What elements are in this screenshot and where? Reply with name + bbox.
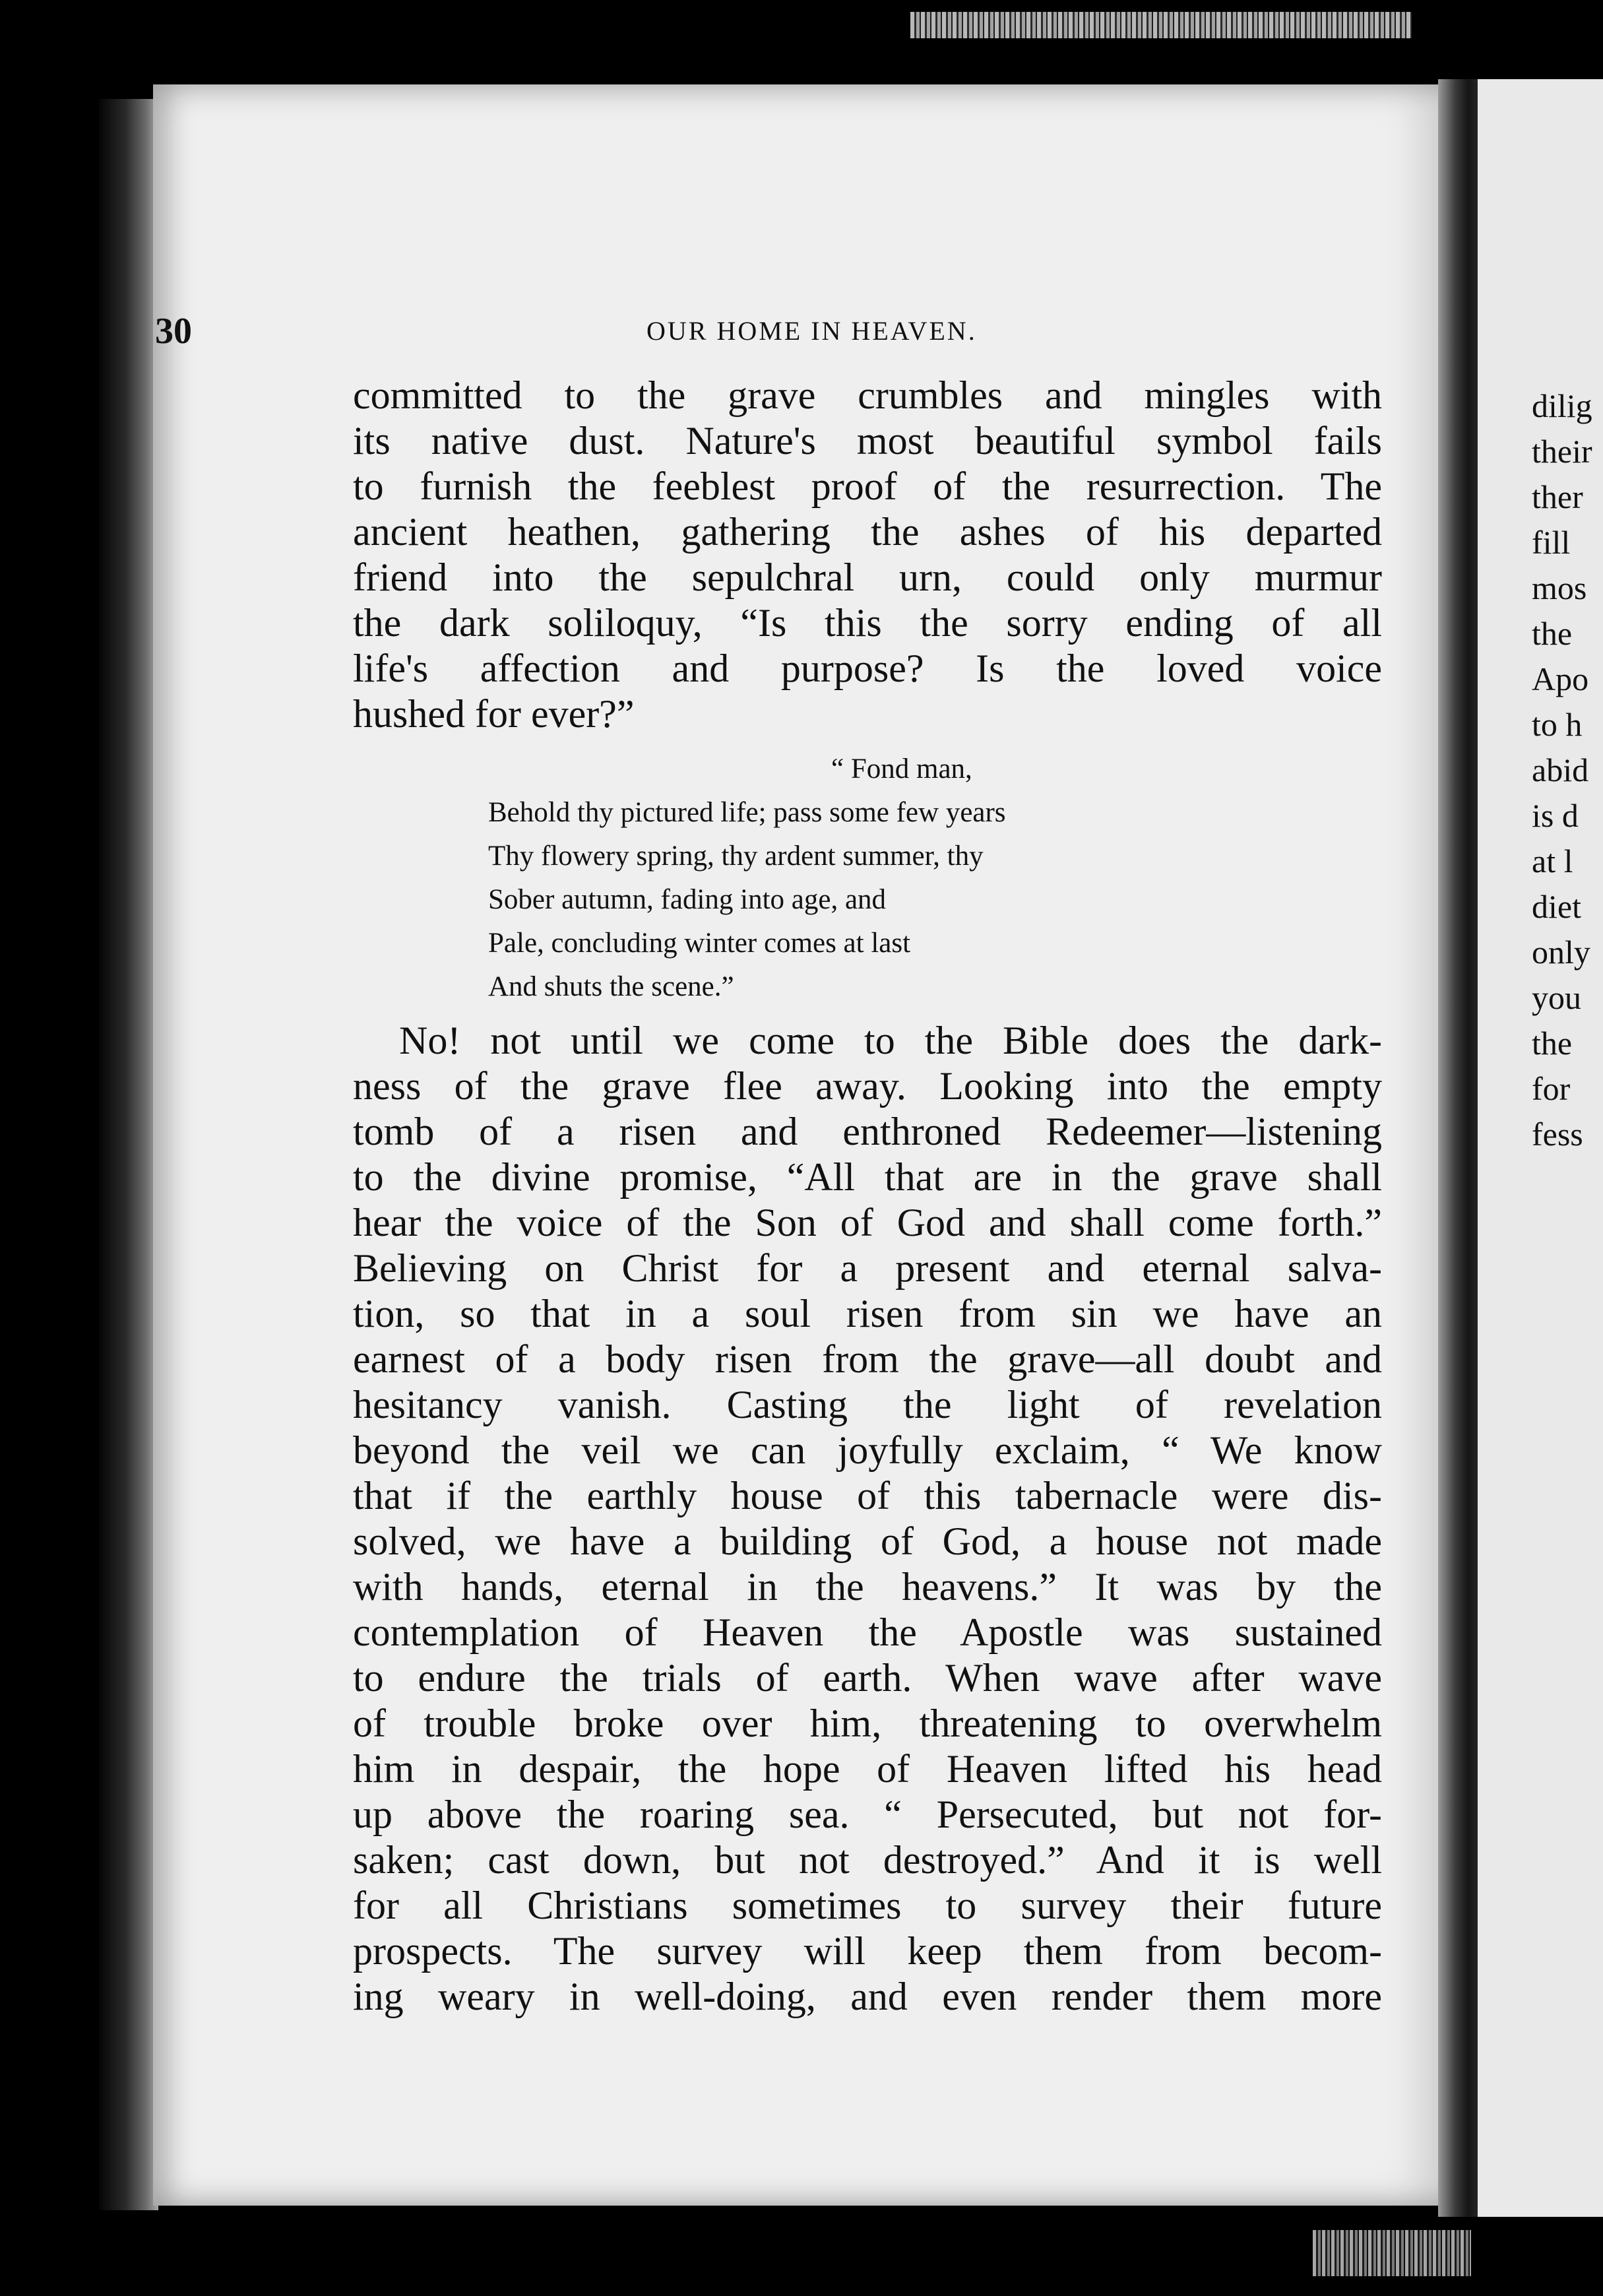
text-line: with hands, eternal in the heavens.” It was by the — [353, 1565, 1382, 1609]
text-line: to furnish the feeblest proof of the resurrection. The — [353, 464, 1382, 508]
text-line: friend into the sepulchral urn, could only murmur — [353, 556, 1382, 599]
poem-line: And shuts the scene.” — [488, 971, 734, 1002]
facing-page-text-fragment: is d — [1532, 797, 1579, 834]
facing-page-text-fragment: fill — [1532, 524, 1571, 561]
page-number: 30 — [155, 311, 192, 352]
facing-page-fragment — [1478, 79, 1603, 2217]
facing-page-text-fragment: to h — [1532, 706, 1583, 743]
facing-page-text-fragment: abid — [1532, 751, 1589, 788]
poem-line: Thy flowery spring, thy ardent summer, thy — [488, 841, 984, 872]
facing-page-text-fragment: at l — [1532, 843, 1573, 879]
text-line: life's affection and purpose? Is the loved voice — [353, 647, 1382, 690]
poem-quote — [353, 748, 1382, 1009]
text-line: to endure the trials of earth. When wave after wave — [353, 1656, 1382, 1700]
text-line: tion, so that in a soul risen from sin we have an — [353, 1292, 1382, 1335]
facing-page-text-fragment: diet — [1532, 888, 1581, 925]
facing-page-text-fragment: Apo — [1532, 660, 1589, 697]
scan-edge-top — [910, 12, 1412, 38]
running-title: OUR HOME IN HEAVEN. — [646, 316, 977, 346]
book-left-edge — [99, 99, 158, 2210]
facing-page-text-fragment: you — [1532, 979, 1581, 1016]
text-line: to the divine promise, “All that are in the grave shall — [353, 1155, 1382, 1199]
text-line: earnest of a body risen from the grave—all doubt and — [353, 1337, 1382, 1381]
text-line: the dark soliloquy, “Is this the sorry ending of all — [353, 601, 1382, 645]
facing-page-text-fragment: the — [1532, 1025, 1573, 1062]
text-line: him in despair, the hope of Heaven lifted his head — [353, 1747, 1382, 1791]
facing-page-text-fragment: fess — [1532, 1116, 1583, 1153]
facing-page-text-fragment: the — [1532, 615, 1573, 652]
facing-page-text-fragment: only — [1532, 934, 1590, 971]
text-line: solved, we have a building of God, a house not made — [353, 1519, 1382, 1563]
text-line: saken; cast down, but not destroyed.” And it is well — [353, 1838, 1382, 1882]
text-line: of trouble broke over him, threatening to overwhelm — [353, 1702, 1382, 1745]
body-text — [353, 373, 1382, 2020]
text-line: contemplation of Heaven the Apostle was sustained — [353, 1610, 1382, 1654]
book-gutter — [1438, 79, 1481, 2217]
text-line: prospects. The survey will keep them from becom- — [353, 1929, 1382, 1973]
text-line: beyond the veil we can joyfully exclaim, “ We know — [353, 1428, 1382, 1472]
scan-edge-bottom — [1313, 2230, 1471, 2276]
poem-line: Behold thy pictured life; pass some few years — [488, 797, 1006, 828]
paragraph-2 — [353, 1018, 1382, 2020]
facing-page-text-fragment: dilig — [1532, 387, 1592, 424]
text-line: its native dust. Nature's most beautiful symbol fails — [353, 419, 1382, 462]
text-line: ness of the grave flee away. Looking into the empty — [353, 1064, 1382, 1108]
text-line: hushed for ever?” — [353, 692, 635, 736]
text-line: hear the voice of the Son of God and shall come forth.” — [353, 1201, 1382, 1244]
text-line: hesitancy vanish. Casting the light of revelation — [353, 1383, 1382, 1426]
facing-page-text-fragment: mos — [1532, 569, 1587, 606]
text-line: up above the roaring sea. “ Persecuted, but not for- — [353, 1793, 1382, 1836]
text-line: for all Christians sometimes to survey their future — [353, 1884, 1382, 1927]
poem-line: Pale, concluding winter comes at last — [488, 928, 911, 959]
text-line: tomb of a risen and enthroned Redeemer—listening — [353, 1110, 1382, 1153]
facing-page-text-fragment: ther — [1532, 478, 1583, 515]
text-line: Believing on Christ for a present and eternal salva- — [353, 1246, 1382, 1290]
facing-page-text-fragment: their — [1532, 433, 1592, 470]
poem-line: Sober autumn, fading into age, and — [488, 884, 887, 915]
text-line: ancient heathen, gathering the ashes of his departed — [353, 510, 1382, 554]
paragraph-1 — [353, 373, 1382, 737]
poem-line: “ Fond man, — [831, 753, 972, 784]
text-line: ing weary in well-doing, and even render them more — [353, 1975, 1382, 2018]
text-line: that if the earthly house of this tabernacle were dis- — [353, 1474, 1382, 1517]
facing-page-text-fragment: for — [1532, 1070, 1571, 1107]
text-line: No! not until we come to the Bible does the dark- — [399, 1019, 1382, 1062]
text-line: committed to the grave crumbles and mingles with — [353, 373, 1382, 417]
